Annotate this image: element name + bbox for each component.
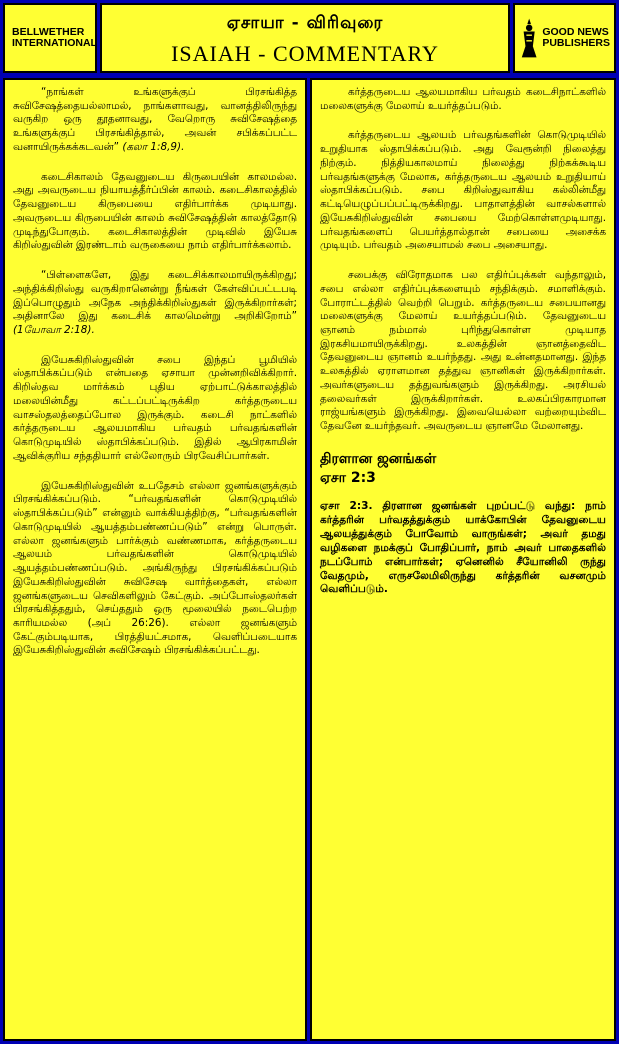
bellwether-line1: BELLWETHER <box>12 25 85 38</box>
title-english: ISAIAH - COMMENTARY <box>171 41 439 66</box>
page-header <box>100 3 510 73</box>
good-news-line1: GOOD NEWS <box>542 25 609 38</box>
section-heading <box>320 450 606 488</box>
bellwether-logo <box>3 3 97 73</box>
good-news-line2: PUBLISHERS <box>542 37 610 49</box>
section-heading-title: திரளான ஜனங்கள் <box>320 450 437 467</box>
left-column <box>3 78 307 1041</box>
title-tamil: ஏசாயா - விரிவுரை <box>226 13 384 33</box>
scripture-reference: (கலா 1:8,9). <box>122 140 185 153</box>
paragraph: கர்த்தருடைய ஆலயமாகிய பர்வதம் கடைசிநாட்களில் மலைகளுக்கு மேலாய் உயர்த்தப்படும். <box>320 86 606 112</box>
paragraph: “பிள்ளைகளே, இது கடைசிக்காலமாயிருக்கிறது; அந்திக்கிறிஸ்து வருகிறானென்று நீங்கள் கேள்விப்பட்டபடி இப்பொழுதும் அநேக அந்திக்கிறிஸ்துகள் இருக்கிறார்கள்; அதினாலே இது கடைசிக் காலமென்று அறிகிறோம்” (1யோவா 2:18). <box>13 269 297 337</box>
paragraph: கர்த்தருடைய ஆலயம் பர்வதங்களின் கொடுமுடியில் உறுதியாக ஸ்தாபிக்கப்படும். அது வேரூன்றி நிலைத்து நிற்கும். நித்தியகாலமாய் நிலைத்து நிற்கக்கூடிய பர்வதங்களுக்கு மேலாக, கர்த்தருடைய ஆலயம் உறுதியாய் ஸ்தாபிக்கப்படும். சபை கிறிஸ்துவாகிய கல்லின்மீது கட்டியெழுப்பப்பட்டிருக்கிறது. பாதாளத்தின் வாசல்களால் இயேசுகிறிஸ்துவின் சபையை மேற்கொள்ளமுடியாது. பர்வதங்களைப் பெயர்த்தால்தான் சபையை அசைக்க முடியும். பர்வதம் அசையாமல் சபை அசையாது. <box>320 129 606 252</box>
lamp-figure-icon <box>519 15 539 61</box>
bellwether-line2: INTERNATIONAL <box>12 37 97 49</box>
good-news-logo <box>513 3 616 73</box>
paragraph: சபைக்கு விரோதமாக பல எதிர்ப்புக்கள் வந்தாலும், சபை எல்லா எதிர்ப்புக்களையும் சந்திக்கும். சமாளிக்கும். போராட்டத்தில் வெற்றி பெறும். கர்த்தருடைய சபையானது மலைகளுக்கு மேலாய் உயர்த்தப்படும். தேவனுடைய ஞானம் நம்மால் புரிந்துகொள்ள முடியாத இரகசியமாயிருக்கிறது. உலகத்தின் ஞானத்தைவிட தேவனுடைய ஞானம் உயர்ந்தது. அது உன்னதமானது. இந்த உலகத்தில் ஏராளமான தத்துவ ஞானிகள் இருக்கிறார்கள். அவர்களுடைய தத்துவங்களும் இருக்கிறது. அரசியல் தலைவர்கள் இருக்கிறார்கள். உலகப்பிரகாரமான ராஜ்யங்களும் இருக்கிறது. இவையெல்லா வற்றையும்விட தேவனே உயர்ந்தவர். அவருடைய ஞானமே மேலானது. <box>320 269 606 433</box>
section-heading-reference: ஏசா 2:3 <box>320 469 376 486</box>
scripture-reference: (1யோவா 2:18). <box>13 324 95 337</box>
paragraph: இயேசுகிறிஸ்துவின் சபை இந்தப் பூமியில் ஸ்தாபிக்கப்படும் என்பதை ஏசாயா முன்னறிவிக்கிறார். கிறிஸ்தவ மார்க்கம் புதிய ஏற்பாட்டுக்காலத்தில் மலையின்மீது கட்டப்பட்டிருக்கிற கர்த்தருடைய வாசஸ்தலத்தைப்போல இருக்கும். கடைசி நாட்களில் கர்த்தருடைய ஆலயமாகிய பர்வதம் பர்வதங்களின் கொடுமுடியில் ஸ்தாபிக்கப்படும். இதில் ஆபிரகாமின் ஆவிக்குரிய சந்ததியார் எல்லோரும் பிரவேசிப்பார்கள். <box>13 353 297 462</box>
paragraph: “நாங்கள் உங்களுக்குப் பிரசங்கித்த சுவிசேஷத்தையல்லாமல், நாங்களாவது, வானத்திலிருந்து வருகிற ஒரு தூதனாவது, வேறொரு சுவிசேஷத்தை உங்களுக்குப் பிரசங்கித்தால், அவன் சபிக்கப்பட்ட வனாயிருக்கக்கடவன்” (கலா 1:8,9). <box>13 86 297 153</box>
paragraph: கடைசிகாலம் தேவனுடைய கிருபையின் காலமல்ல. அது அவருடைய நியாயத்தீர்ப்பின் காலம். கடைசிகாலத்தில் தேவனுடைய கிருபையை எதிர்பார்க்க முடியாது. அவருடைய கிருபையின் காலம் சுவிசேஷத்தின் காலத்தோடு முடிந்துபோகும். கடைசிகாலத்தின் முடிவில் இயேசு கிறிஸ்துவின் இரண்டாம் வருகையை நாம் எதிர்பார்க்கலாம். <box>13 170 297 252</box>
right-column <box>310 78 616 1041</box>
paragraph: இயேசுகிறிஸ்துவின் உபதேசம் எல்லா ஜனங்களுக்கும் பிரசங்கிக்கப்படும். “பர்வதங்களின் கொடுமுடியில் ஸ்தாபிக்கப்படும்” என்னும் வாக்கியத்திற்கு, “பர்வதங்களின் கொடுமுடியில் ஆயத்தம்பண்ணப்படும்” என்று பொருள். எல்லா ஜனங்களும் பார்க்கும் வண்ணமாக, கர்த்தருடைய ஆலயம் பர்வதங்களின் கொடுமுடியில் ஆயத்தம்பண்ணப்படும். அங்கிருந்து பிரசங்கிக்கப்படும் இயேசுகிறிஸ்துவின் சுவிசேஷ வார்த்தைகள், எல்லா ஜனங்களுடைய செவிகளிலும் கேட்கும். அப்போஸ்தலர்கள் பிரசங்கித்ததும், செய்ததும் ஒரு மூலையில் நடைபெற்ற காரியமல்ல (அப் 26:26). எல்லா ஜனங்களும் கேட்கும்படியாக, பிரத்தியட்சமாக, வெளிப்படையாக இயேசுகிறிஸ்துவின் சுவிசேஷம் பிரசங்கிக்கப்பட்டது. <box>13 479 297 657</box>
verse-text: ஏசா 2:3. திரளான ஜனங்கள் புறப்பட்டு வந்து: நாம் கர்த்தரின் பர்வதத்துக்கும் யாக்கோபின் தேவனுடைய ஆலயத்துக்கும் போவோம் வாருங்கள்; அவர் தமது வழிகளை நமக்குப் போதிப்பார், நாம் அவர் பாதைகளில் நடப்போம் என்பார்கள்; ஏனெனில் சீயோனிலி ருந்து வேதமும், எருசலேமிலிருந்து கர்த்தரின் வசனமும் வெளிப்படும். <box>320 499 606 596</box>
